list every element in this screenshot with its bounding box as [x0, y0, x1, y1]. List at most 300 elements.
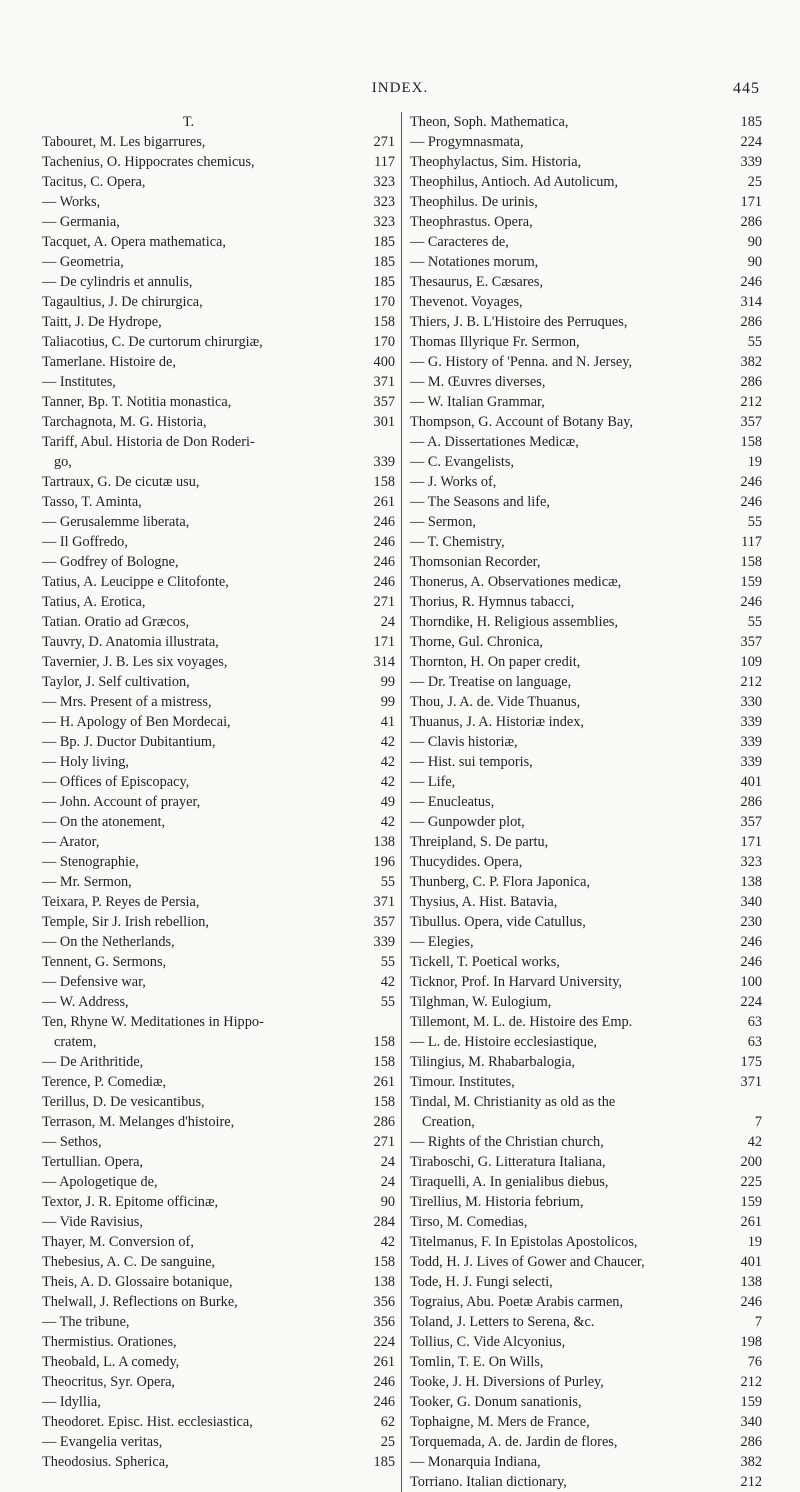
entry-text: — Gunpowder plot,: [410, 814, 525, 830]
entry-page-number: 357: [740, 414, 762, 430]
entry-text: — The tribune,: [42, 1314, 130, 1330]
entry-text: — Clavis historiæ,: [410, 734, 518, 750]
entry-text: Thonerus, A. Observationes medicæ,: [410, 574, 622, 590]
entry-text: Thorndike, H. Religious assemblies,: [410, 614, 619, 630]
entry-text: Tatian. Oratio ad Græcos,: [42, 614, 190, 630]
entry-text: — Caracteres de,: [410, 234, 509, 250]
index-entry: [42, 1452, 395, 1472]
entry-page-number: 24: [380, 1174, 395, 1190]
entry-text: — Institutes,: [42, 374, 116, 390]
entry-page-number: 271: [373, 594, 395, 610]
entry-text: Thou, J. A. de. Vide Thuanus,: [410, 694, 581, 710]
index-entry: [42, 312, 395, 332]
entry-text: — De Arithritide,: [42, 1054, 144, 1070]
entry-page-number: 224: [740, 134, 762, 150]
entry-page-number: 55: [380, 874, 395, 890]
index-entry: [42, 852, 395, 872]
entry-text: cratem,: [54, 1034, 97, 1050]
entry-page-number: 42: [380, 754, 395, 770]
entry-page-number: 158: [740, 434, 762, 450]
entry-text: Torquemada, A. de. Jardin de flores,: [410, 1434, 618, 1450]
index-entry: [410, 732, 762, 752]
entry-text: Theophylactus, Sim. Historia,: [410, 154, 582, 170]
index-entry: [42, 1072, 395, 1092]
entry-text: — On the Netherlands,: [42, 934, 175, 950]
entry-page-number: 340: [740, 894, 762, 910]
entry-text: Tickell, T. Poetical works,: [410, 954, 560, 970]
index-entry: [42, 352, 395, 372]
entry-page-number: 42: [380, 814, 395, 830]
index-entry: [42, 612, 395, 632]
entry-page-number: 25: [380, 1434, 395, 1450]
entry-page-number: 246: [740, 934, 762, 950]
entry-page-number: 117: [374, 154, 395, 170]
entry-text: Tarchagnota, M. G. Historia,: [42, 414, 207, 430]
index-entry: [410, 592, 762, 612]
entry-text: Thunberg, C. P. Flora Japonica,: [410, 874, 591, 890]
entry-page-number: 356: [373, 1314, 395, 1330]
index-entry: [410, 452, 762, 472]
entry-text: Torriano. Italian dictionary,: [410, 1474, 567, 1490]
index-entry: [410, 1252, 762, 1272]
entry-page-number: 212: [740, 394, 762, 410]
index-entry: [42, 1192, 395, 1212]
index-entry: [42, 1272, 395, 1292]
entry-page-number: 7: [754, 1314, 762, 1330]
entry-text: Titelmanus, F. In Epistolas Apostolicos,: [410, 1234, 638, 1250]
entry-page-number: 158: [373, 314, 395, 330]
index-entry: [410, 352, 762, 372]
entry-page-number: 357: [373, 394, 395, 410]
entry-page-number: 339: [373, 934, 395, 950]
entry-text: Thebesius, A. C. De sanguine,: [42, 1254, 216, 1270]
entry-page-number: 224: [740, 994, 762, 1010]
entry-text: Tabouret, M. Les bigarrures,: [42, 134, 206, 150]
entry-text: Textor, J. R. Epitome officinæ,: [42, 1194, 219, 1210]
index-entry: [410, 1132, 762, 1152]
entry-page-number: 200: [740, 1154, 762, 1170]
index-entry: [42, 652, 395, 672]
entry-text: Tartraux, G. De cicutæ usu,: [42, 474, 200, 490]
entry-page-number: 171: [740, 194, 762, 210]
index-entry: [410, 272, 762, 292]
index-entry: [410, 392, 762, 412]
entry-page-number: 138: [740, 1274, 762, 1290]
index-entry: [410, 192, 762, 212]
entry-page-number: 100: [740, 974, 762, 990]
entry-page-number: 356: [373, 1294, 395, 1310]
index-entry: [410, 1192, 762, 1212]
entry-text: — Works,: [42, 194, 101, 210]
entry-text: Tatius, A. Erotica,: [42, 594, 146, 610]
entry-text: Tophaigne, M. Mers de France,: [410, 1414, 590, 1430]
index-entry: [410, 672, 762, 692]
index-entry: [42, 1012, 395, 1032]
entry-text: Threipland, S. De partu,: [410, 834, 549, 850]
entry-text: — A. Dissertationes Medicæ,: [410, 434, 579, 450]
index-entry: [410, 832, 762, 852]
index-entry: [410, 612, 762, 632]
entry-text: — Monarquia Indiana,: [410, 1454, 541, 1470]
entry-page-number: 63: [747, 1014, 762, 1030]
entry-page-number: 158: [373, 474, 395, 490]
index-entry: [42, 732, 395, 752]
entry-text: — Mr. Sermon,: [42, 874, 132, 890]
entry-page-number: 286: [740, 374, 762, 390]
entry-page-number: 42: [380, 1234, 395, 1250]
index-entry: [410, 412, 762, 432]
entry-page-number: 212: [740, 1374, 762, 1390]
index-entry: [410, 1372, 762, 1392]
index-entry: [42, 1132, 395, 1152]
entry-text: Teixara, P. Reyes de Persia,: [42, 894, 200, 910]
entry-page-number: 158: [373, 1254, 395, 1270]
entry-page-number: 286: [740, 794, 762, 810]
entry-text: — Hist. sui temporis,: [410, 754, 533, 770]
index-entry: [42, 272, 395, 292]
index-entry: [42, 1352, 395, 1372]
index-entry: [410, 132, 762, 152]
index-entry: [410, 252, 762, 272]
entry-page-number: 230: [740, 914, 762, 930]
index-entry: [42, 1372, 395, 1392]
entry-page-number: 357: [373, 914, 395, 930]
entry-page-number: 99: [380, 674, 395, 690]
entry-text: — Bp. J. Ductor Dubitantium,: [42, 734, 216, 750]
entry-page-number: 55: [747, 514, 762, 530]
entry-page-number: 340: [740, 1414, 762, 1430]
index-entry: [42, 1152, 395, 1172]
entry-text: Tollius, C. Vide Alcyonius,: [410, 1334, 566, 1350]
page-number: 445: [733, 80, 760, 97]
entry-text: Tooke, J. H. Diversions of Purley,: [410, 1374, 604, 1390]
entry-text: Theis, A. D. Glossaire botanique,: [42, 1274, 233, 1290]
entry-text: — Il Goffredo,: [42, 534, 128, 550]
index-entry: [410, 1472, 762, 1492]
entry-page-number: 284: [373, 1214, 395, 1230]
index-entry: [42, 1172, 395, 1192]
index-entry: [42, 1252, 395, 1272]
entry-text: Terrason, M. Melanges d'histoire,: [42, 1114, 235, 1130]
entry-text: Tilghman, W. Eulogium,: [410, 994, 552, 1010]
entry-text: Tibullus. Opera, vide Catullus,: [410, 914, 586, 930]
entry-text: Ticknor, Prof. In Harvard University,: [410, 974, 622, 990]
entry-text: Tirellius, M. Historia febrium,: [410, 1194, 584, 1210]
entry-page-number: 171: [740, 834, 762, 850]
entry-text: Tacquet, A. Opera mathematica,: [42, 234, 226, 250]
index-entry: [42, 1312, 395, 1332]
index-entry: [410, 1212, 762, 1232]
entry-page-number: 158: [373, 1094, 395, 1110]
index-entry: [410, 112, 762, 132]
entry-page-number: 55: [747, 334, 762, 350]
entry-page-number: 246: [740, 594, 762, 610]
entry-text: Creation,: [422, 1114, 475, 1130]
index-entry: [410, 1452, 762, 1472]
entry-text: Tertullian. Opera,: [42, 1154, 144, 1170]
index-entry: [42, 1052, 395, 1072]
index-entry: [410, 1332, 762, 1352]
entry-page-number: 62: [380, 1414, 395, 1430]
entry-text: Theobald, L. A comedy,: [42, 1354, 180, 1370]
entry-text: Tindal, M. Christianity as old as the: [410, 1094, 616, 1110]
index-entry: [42, 1112, 395, 1132]
index-entry: [42, 1232, 395, 1252]
entry-page-number: 76: [747, 1354, 762, 1370]
entry-page-number: 90: [747, 234, 762, 250]
entry-text: — Offices of Episcopacy,: [42, 774, 190, 790]
entry-text: — Godfrey of Bologne,: [42, 554, 179, 570]
entry-text: — Vide Ravisius,: [42, 1214, 143, 1230]
entry-text: — Apologetique de,: [42, 1174, 158, 1190]
entry-text: Thorius, R. Hymnus tabacci,: [410, 594, 575, 610]
entry-text: Theocritus, Syr. Opera,: [42, 1374, 176, 1390]
entry-text: Thompson, G. Account of Botany Bay,: [410, 414, 634, 430]
entry-page-number: 246: [373, 554, 395, 570]
entry-text: Taitt, J. De Hydrope,: [42, 314, 162, 330]
entry-page-number: 357: [740, 814, 762, 830]
index-entry: [42, 932, 395, 952]
entry-text: Thesaurus, E. Cæsares,: [410, 274, 544, 290]
entry-page-number: 90: [380, 1194, 395, 1210]
entry-page-number: 159: [740, 574, 762, 590]
index-entry: [42, 1432, 395, 1452]
index-entry: [410, 152, 762, 172]
index-entry: [410, 512, 762, 532]
entry-page-number: 271: [373, 1134, 395, 1150]
entry-page-number: 42: [380, 774, 395, 790]
index-entry: [410, 492, 762, 512]
index-entry: [42, 432, 395, 452]
index-entry: [42, 212, 395, 232]
entry-text: Tagaultius, J. De chirurgica,: [42, 294, 203, 310]
entry-page-number: 371: [373, 894, 395, 910]
entry-text: — John. Account of prayer,: [42, 794, 201, 810]
entry-page-number: 99: [380, 694, 395, 710]
entry-page-number: 171: [373, 634, 395, 650]
entry-text: — Defensive war,: [42, 974, 146, 990]
entry-page-number: 271: [373, 134, 395, 150]
index-entry: [410, 1312, 762, 1332]
index-entry: [42, 812, 395, 832]
entry-page-number: 261: [373, 1354, 395, 1370]
entry-text: — H. Apology of Ben Mordecai,: [42, 714, 231, 730]
entry-page-number: 138: [373, 1274, 395, 1290]
entry-text: Theophilus, Antioch. Ad Autolicum,: [410, 174, 619, 190]
entry-page-number: 185: [373, 274, 395, 290]
index-entry: [42, 872, 395, 892]
index-entry: [410, 812, 762, 832]
index-entry: [410, 432, 762, 452]
index-entry: [410, 1172, 762, 1192]
index-entry: [410, 932, 762, 952]
index-entry: [410, 1352, 762, 1372]
entry-page-number: 261: [373, 1074, 395, 1090]
entry-page-number: 323: [373, 214, 395, 230]
entry-page-number: 301: [373, 414, 395, 430]
entry-text: — On the atonement,: [42, 814, 166, 830]
entry-page-number: 323: [740, 854, 762, 870]
entry-text: — C. Evangelists,: [410, 454, 515, 470]
index-entry: [410, 1432, 762, 1452]
entry-page-number: 286: [740, 314, 762, 330]
index-entry: [410, 1412, 762, 1432]
index-entry: [410, 1392, 762, 1412]
index-entry: [42, 912, 395, 932]
entry-page-number: 159: [740, 1394, 762, 1410]
entry-page-number: 158: [740, 554, 762, 570]
index-entry: [410, 532, 762, 552]
entry-text: Theodosius. Spherica,: [42, 1454, 169, 1470]
entry-page-number: 7: [754, 1114, 762, 1130]
entry-text: Tauvry, D. Anatomia illustrata,: [42, 634, 219, 650]
entry-page-number: 185: [373, 234, 395, 250]
entry-page-number: 246: [373, 1394, 395, 1410]
entry-page-number: 42: [747, 1134, 762, 1150]
index-entry: [410, 652, 762, 672]
entry-text: — Elegies,: [410, 934, 474, 950]
index-entry: [410, 332, 762, 352]
entry-page-number: 246: [740, 274, 762, 290]
index-entry: [410, 212, 762, 232]
entry-text: Todd, H. J. Lives of Gower and Chaucer,: [410, 1254, 645, 1270]
entry-text: Thysius, A. Hist. Batavia,: [410, 894, 558, 910]
entry-page-number: 42: [380, 974, 395, 990]
entry-page-number: 314: [740, 294, 762, 310]
entry-page-number: 261: [373, 494, 395, 510]
entry-page-number: 212: [740, 674, 762, 690]
index-entry: [42, 472, 395, 492]
entry-page-number: 246: [740, 494, 762, 510]
entry-text: Thiers, J. B. L'Histoire des Perruques,: [410, 314, 628, 330]
entry-text: — Evangelia veritas,: [42, 1434, 163, 1450]
running-head: [40, 80, 760, 102]
entry-text: Terillus, D. De vesicantibus,: [42, 1094, 205, 1110]
entry-text: Theophrastus. Opera,: [410, 214, 533, 230]
index-entry: [410, 872, 762, 892]
entry-text: — Holy living,: [42, 754, 129, 770]
entry-page-number: 323: [373, 174, 395, 190]
entry-text: Tariff, Abul. Historia de Don Roderi-: [42, 434, 255, 450]
index-entry: [410, 972, 762, 992]
entry-page-number: 261: [740, 1214, 762, 1230]
entry-page-number: 158: [373, 1034, 395, 1050]
entry-text: Thermistius. Orationes,: [42, 1334, 177, 1350]
index-entry: [42, 952, 395, 972]
entry-text: — De cylindris et annulis,: [42, 274, 193, 290]
index-entry: [42, 412, 395, 432]
entry-page-number: 170: [373, 294, 395, 310]
index-entry: [42, 332, 395, 352]
entry-page-number: 185: [740, 114, 762, 130]
entry-text: Thorne, Gul. Chronica,: [410, 634, 544, 650]
index-entry: [410, 292, 762, 312]
entry-text: Thomsonian Recorder,: [410, 554, 541, 570]
entry-text: — M. Œuvres diverses,: [410, 374, 546, 390]
entry-text: Theodoret. Episc. Hist. ecclesiastica,: [42, 1414, 253, 1430]
entry-text: Thuanus, J. A. Historiæ index,: [410, 714, 584, 730]
entry-page-number: 55: [380, 994, 395, 1010]
index-entry: [410, 1092, 762, 1112]
entry-page-number: 323: [373, 194, 395, 210]
index-entry: [42, 792, 395, 812]
index-entry: [410, 752, 762, 772]
entry-text: Thornton, H. On paper credit,: [410, 654, 581, 670]
index-entry: [42, 692, 395, 712]
entry-page-number: 246: [373, 514, 395, 530]
entry-text: Tilingius, M. Rhabarbalogia,: [410, 1054, 576, 1070]
index-entry: [42, 632, 395, 652]
index-entry: [42, 1032, 395, 1052]
entry-page-number: 24: [380, 1154, 395, 1170]
index-entry: [410, 1112, 762, 1132]
entry-text: — Geometria,: [42, 254, 124, 270]
entry-text: — Gerusalemme liberata,: [42, 514, 190, 530]
index-entry: [410, 632, 762, 652]
index-entry: [42, 892, 395, 912]
entry-page-number: 286: [373, 1114, 395, 1130]
index-entry: [410, 172, 762, 192]
entry-text: — T. Chemistry,: [410, 534, 505, 550]
index-column-right: [402, 112, 762, 1492]
entry-page-number: 357: [740, 634, 762, 650]
index-entry: [42, 992, 395, 1012]
entry-text: — Life,: [410, 774, 456, 790]
entry-page-number: 339: [740, 754, 762, 770]
entry-page-number: 314: [373, 654, 395, 670]
entry-text: — G. History of 'Penna. and N. Jersey,: [410, 354, 633, 370]
entry-text: — Enucleatus,: [410, 794, 495, 810]
entry-text: — J. Works of,: [410, 474, 497, 490]
index-entry: [410, 892, 762, 912]
entry-text: Thucydides. Opera,: [410, 854, 523, 870]
entry-text: Toland, J. Letters to Serena, &c.: [410, 1314, 595, 1330]
index-entry: [42, 1092, 395, 1112]
index-entry: [42, 1292, 395, 1312]
entry-page-number: 401: [740, 774, 762, 790]
entry-text: go,: [54, 454, 72, 470]
entry-page-number: 185: [373, 254, 395, 270]
entry-text: Tanner, Bp. T. Notitia monastica,: [42, 394, 232, 410]
entry-page-number: 175: [740, 1054, 762, 1070]
entry-page-number: 170: [373, 334, 395, 350]
index-entry: [410, 572, 762, 592]
entry-page-number: 24: [380, 614, 395, 630]
entry-page-number: 339: [740, 154, 762, 170]
entry-text: — Dr. Treatise on language,: [410, 674, 572, 690]
index-entry: [42, 712, 395, 732]
index-entry: [42, 832, 395, 852]
index-entry: [42, 972, 395, 992]
entry-page-number: 109: [740, 654, 762, 670]
entry-page-number: 246: [740, 474, 762, 490]
index-entry: [42, 772, 395, 792]
entry-text: — L. de. Histoire ecclesiastique,: [410, 1034, 597, 1050]
index-entry: [410, 852, 762, 872]
entry-page-number: 90: [747, 254, 762, 270]
entry-page-number: 138: [373, 834, 395, 850]
entry-page-number: 138: [740, 874, 762, 890]
entry-text: Tiraquelli, A. In genialibus diebus,: [410, 1174, 609, 1190]
index-entry: [410, 1152, 762, 1172]
entry-page-number: 339: [740, 734, 762, 750]
entry-text: — Notationes morum,: [410, 254, 539, 270]
index-entry: [410, 1052, 762, 1072]
index-entry: [42, 452, 395, 472]
entry-text: Tillemont, M. L. de. Histoire des Emp.: [410, 1014, 633, 1030]
entry-page-number: 225: [740, 1174, 762, 1190]
index-entry: [410, 552, 762, 572]
